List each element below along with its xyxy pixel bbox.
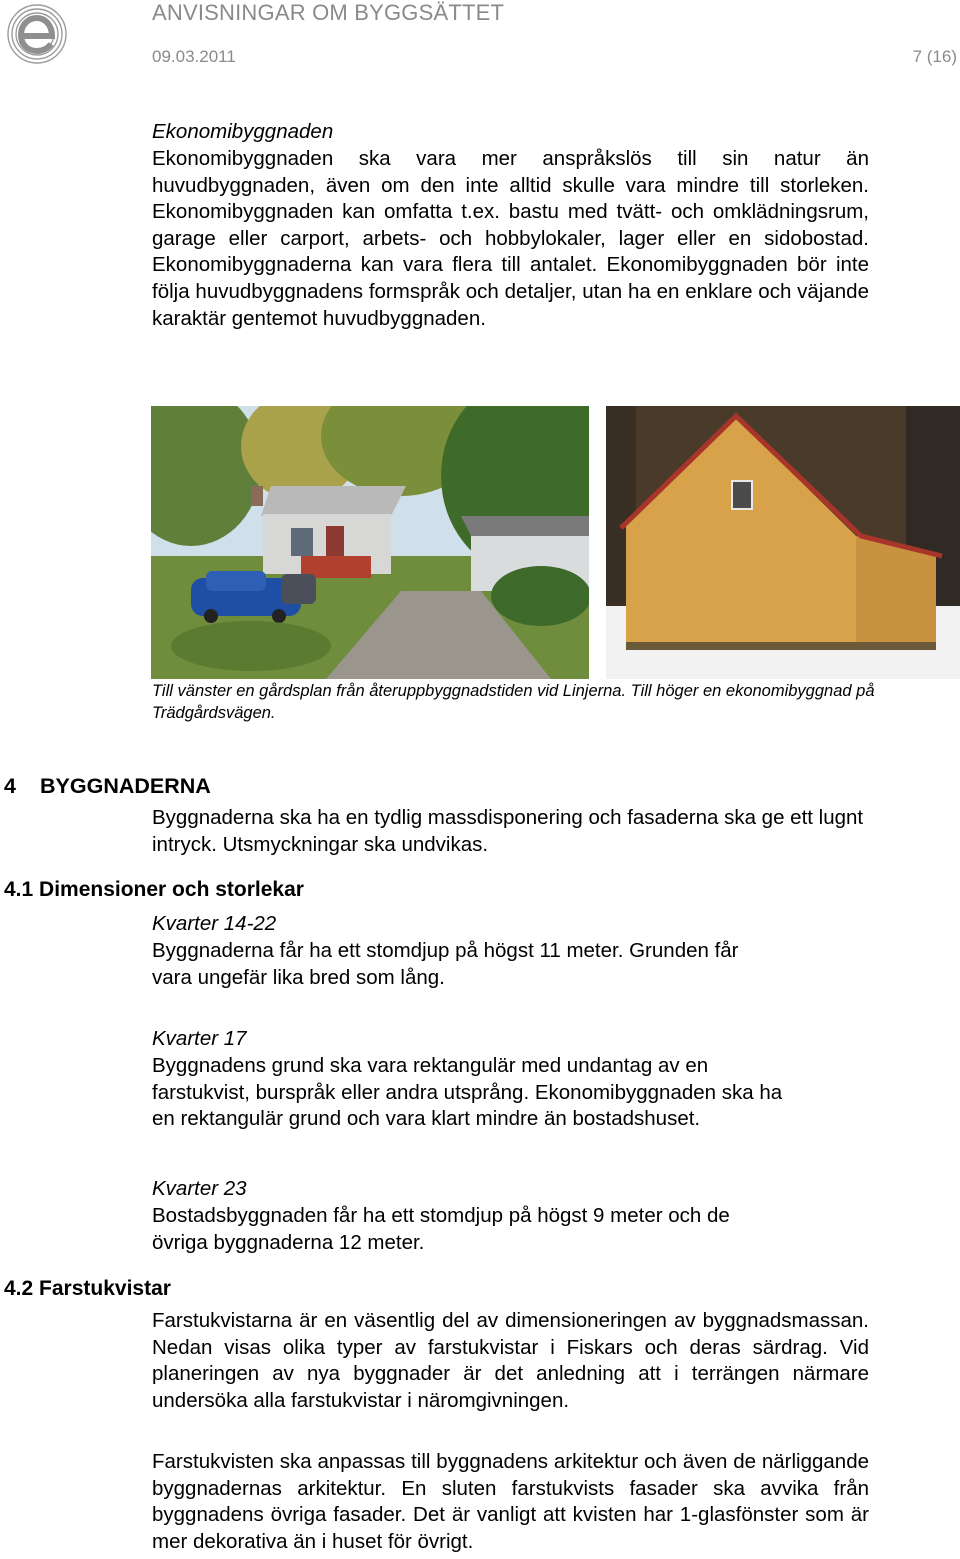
photo-gardsplan <box>151 406 589 679</box>
farstukvistar-paragraph-1: Farstukvistarna är en väsentlig del av dimensioneringen av byggnadsmassan. Nedan visas olika typer av farstukvistar i Fiskars och deras särdrag. Vid planeringen av nya byggnader är det anledning att i terrängen närmare undersöka alla farstukvistar i näromgivningen. <box>152 1309 869 1412</box>
page-number: 7 (16) <box>912 47 957 66</box>
section-4-1-heading: 4.1 Dimensioner och storlekar <box>4 878 304 901</box>
text-line: farstukvist, burspråk eller andra utsprång. Ekonomibyggnaden ska ha <box>152 1080 783 1104</box>
text-line: Bostadsbyggnaden får ha ett stomdjup på högst 9 meter och de <box>152 1204 730 1227</box>
text-line: en rektangulär grund och vara klart mindre än bostadshuset. <box>152 1107 701 1131</box>
photo-ekonomibyggnad <box>606 406 960 679</box>
ekonomibyggnaden-paragraph: Ekonomibyggnaden ska vara mer anspråkslös till sin natur än huvudbyggnaden, även om den inte alltid skulle vara mindre till storleken. Ekonomibyggnaden kan omfatta t.ex. bastu med tvätt- och omklädningsrum, garage eller carport, arbets- och hobbylokaler, lager eller en sidobostad. Ekonomibyggnaderna kan vara flera till antalet. Ekonomibyggnaden bör inte följa huvudbyggnadens formspråk och detaljer, utan ha en enklare och väjande karaktär gentemot huvudbyggnaden. <box>152 147 869 330</box>
ekonomibyggnaden-heading: Ekonomibyggnaden <box>152 120 334 143</box>
section-4-2-heading: 4.2 Farstukvistar <box>4 1277 171 1300</box>
text-line: Byggnadens grund ska vara rektangulär med undantag av en <box>152 1054 709 1077</box>
section-4-text: Byggnaderna ska ha en tydlig massdisponering och fasaderna ska ge ett lugnt intryck. Utsmyckningar ska undvikas. <box>152 806 864 856</box>
text-line: övriga byggnaderna 12 meter. <box>152 1230 425 1254</box>
kvarter-23-heading: Kvarter 23 <box>152 1177 247 1200</box>
document-date: 09.03.2011 <box>152 47 236 66</box>
logo-e-icon <box>4 2 70 66</box>
kvarter-17-text <box>152 1053 869 1133</box>
kvarter-23-text <box>152 1203 869 1256</box>
photo-caption: Till vänster en gårdsplan från återuppbyggnadstiden vid Linjerna. Till höger en ekonomibyggnad på Trädgårdsvägen. <box>152 682 875 722</box>
section-4-heading <box>4 774 211 799</box>
farstukvistar-paragraph-2: Farstukvisten ska anpassas till byggnadens arkitektur och även de närliggande byggnadernas arkitektur. En sluten farstukvists fasader ska avvika från byggnadens övriga fasader. Det är vanligt att kvisten har 1-glasfönster som är mer dekorativa än i huset för övrigt. <box>152 1450 869 1553</box>
kvarter-14-22-heading: Kvarter 14-22 <box>152 912 277 935</box>
text-line: Byggnaderna får ha ett stomdjup på högst 11 meter. Grunden får <box>152 939 739 962</box>
section-4-number: 4 <box>4 774 16 798</box>
kvarter-14-22-text <box>152 938 869 991</box>
company-logo <box>4 2 70 66</box>
kvarter-17-heading: Kvarter 17 <box>152 1027 247 1050</box>
text-line: vara ungefär lika bred som lång. <box>152 965 445 989</box>
document-title: ANVISNINGAR OM BYGGSÄTTET <box>152 0 505 25</box>
section-4-title: BYGGNADERNA <box>40 774 211 798</box>
